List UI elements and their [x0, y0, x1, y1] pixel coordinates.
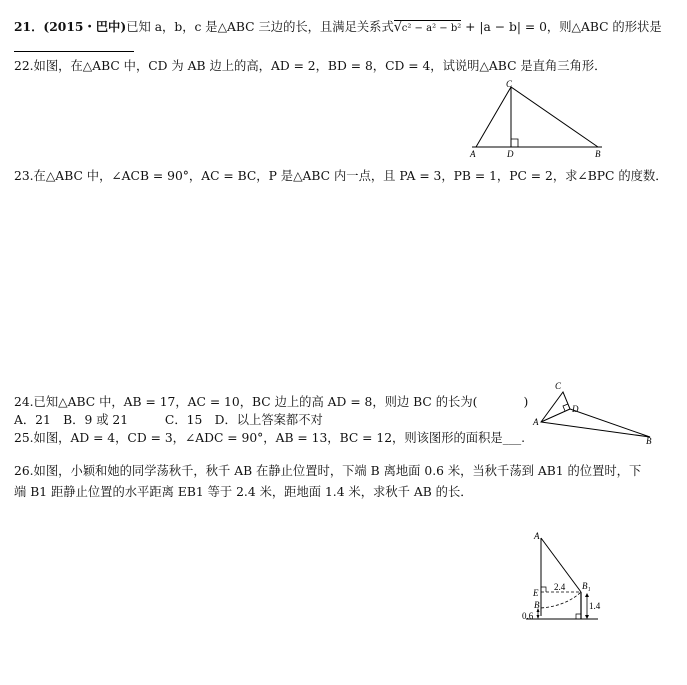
q26-label-e: E	[533, 588, 539, 598]
q22-label-c: C	[506, 80, 513, 89]
q22-label-a: A	[470, 149, 476, 159]
q26-label-b: B	[534, 600, 540, 610]
q26-label-14: 1.4	[589, 601, 601, 611]
question-25	[14, 430, 525, 446]
question-23: 23.在△ABC 中，∠ACB = 90°，AC = BC，P 是△ABC 内一点，且 PA = 3，PB = 1，PC = 2，求∠BPC 的度数．	[14, 169, 668, 183]
q22-triangle-figure	[466, 80, 611, 160]
q26-label-24: 2.4	[554, 582, 566, 592]
q25-text: 25.如图，AD = 4，CD = 3，∠ADC = 90°，AB = 13，BC = 12，则该图形的面积是	[14, 431, 503, 445]
q24-label-d: D	[572, 404, 579, 414]
q24-label-c: C	[555, 381, 562, 391]
q22-label-b: B	[595, 149, 601, 159]
q26-swing-figure	[518, 530, 608, 626]
q21-answer-blank[interactable]	[14, 50, 134, 52]
q24-text: 24.已知△ABC 中，AB = 17，AC = 10，BC 边上的高 AD = 8，则边 BC 的长为(	[14, 395, 478, 409]
question-24	[14, 394, 528, 410]
q26-label-06: 0.6	[522, 611, 534, 621]
q24-label-b: B	[646, 436, 652, 446]
q26-label-b1: B₁	[582, 581, 591, 591]
question-26-line-2: 端 B1 距静止位置的水平距离 EB1 等于 2.4 米，距地面 1.4 米，求秋千 AB 的长．	[14, 485, 473, 499]
q21-text-a: 已知 a，b，c 是△ABC 三边的长，且满足关系式	[126, 20, 394, 34]
q25-answer-blank[interactable]: ___	[502, 431, 522, 445]
q21-number: 21．	[14, 19, 44, 34]
q21-source: (2015・巴中)	[43, 19, 127, 34]
q24-label-a: A	[533, 417, 539, 427]
q24-quadrilateral-figure	[530, 378, 660, 446]
q21-sqrt: √ c² − a² − b²	[393, 20, 462, 35]
question-22: 22.如图，在△ABC 中，CD 为 AB 边上的高，AD = 2，BD = 8，CD = 4，试说明△ABC 是直角三角形．	[14, 59, 607, 73]
q26-label-a: A	[534, 531, 540, 541]
question-26-line-1: 26.如图，小颖和她的同学荡秋千，秋千 AB 在静止位置时，下端 B 离地面 0.6 米，当秋千荡到 AB1 的位置时，下	[14, 464, 642, 478]
q21-text-b: + |a − b| = 0，则△ABC 的形状是	[461, 20, 662, 34]
q25-period: .	[521, 431, 526, 445]
question-21	[14, 19, 662, 37]
q22-label-d: D	[507, 149, 514, 159]
q24-close-paren: )	[523, 395, 529, 409]
q24-options: A．21 B．9 或 21 C．15 D．以上答案都不对	[14, 413, 323, 427]
